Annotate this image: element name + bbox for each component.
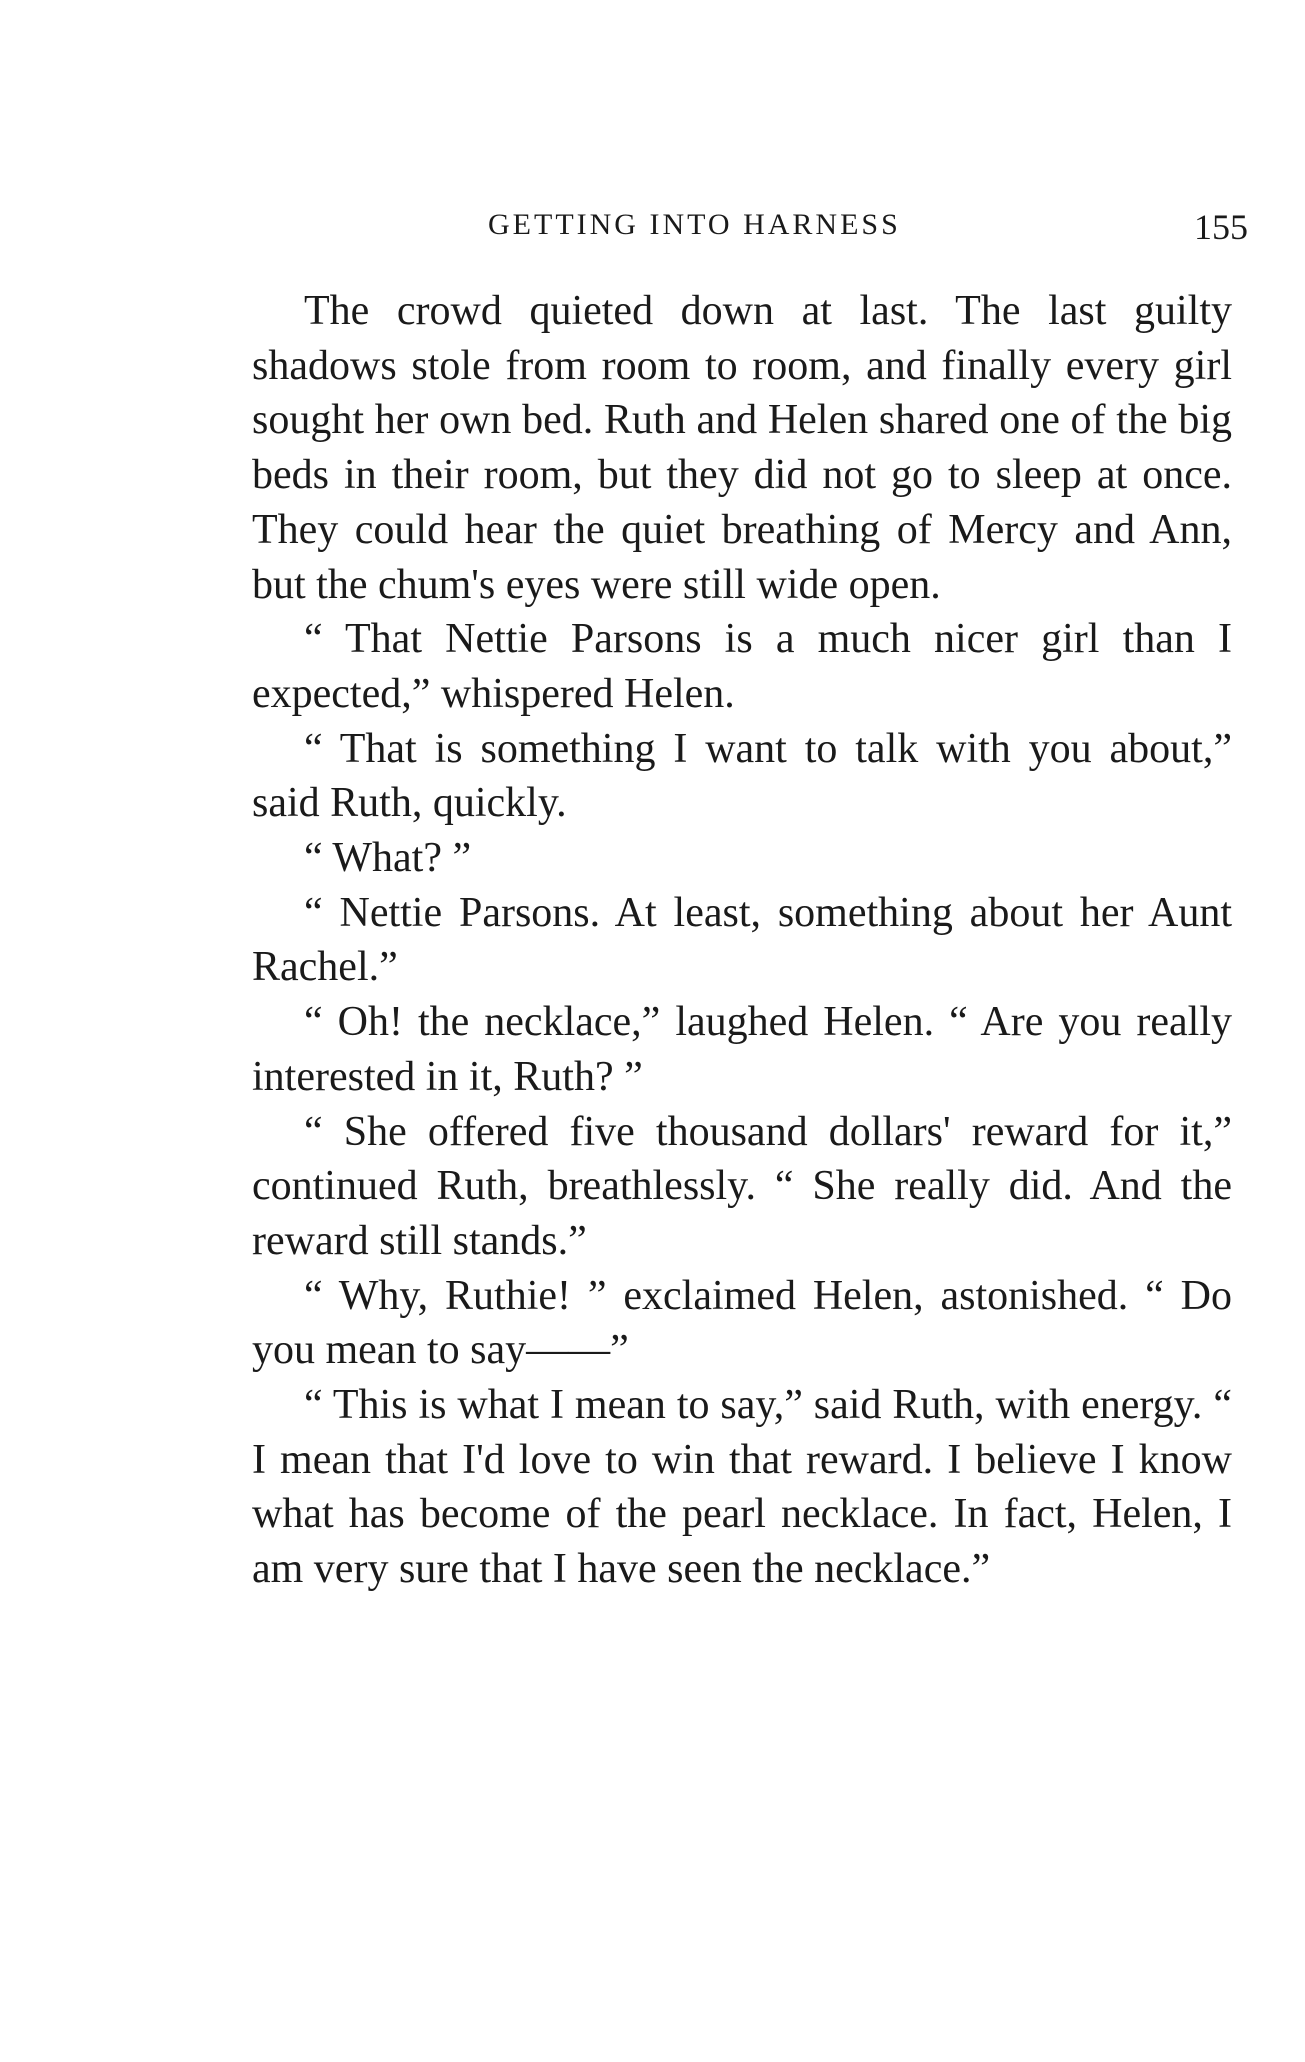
paragraph: “ That is something I want to talk with you about,” said Ruth, quickly. [252,725,1232,827]
paragraph: “ This is what I mean to say,” said Ruth, with energy. “ I mean that I'd love to win that reward. I believe I know what has become of the pearl necklace. In fact, Helen, I am very sure that I have seen the necklace.” [252,1382,1232,1593]
paragraph: “ What? ” [304,835,472,882]
paragraph: “ Why, Ruthie! ” exclaimed Helen, astonished. “ Do you mean to say——” [252,1272,1232,1374]
paragraph: “ That Nettie Parsons is a much nicer girl than I expected,” whispered Helen. [252,616,1232,717]
paragraph: The crowd quieted down at last. The last guilty shadows stole from room to room, and finally every girl sought her own bed. Ruth and Helen shared one of the big beds in their room, but they did not go to sleep at once. They could hear the quiet breathing of Mercy and Ann, but the chum's eyes were still wide open. [252,288,1232,608]
paragraph: “ She offered five thousand dollars' reward for it,” continued Ruth, breathlessly. “ She really did. And the reward still stands.” [252,1108,1232,1264]
running-header [258,200,1248,250]
chapter-title: GETTING INTO HARNESS [488,208,901,241]
page-number: 155 [1194,207,1248,247]
body-text [252,284,1232,1597]
paragraph: “ Oh! the necklace,” laughed Helen. “ Are you really interested in it, Ruth? ” [252,999,1232,1100]
paragraph: “ Nettie Parsons. At least, something about her Aunt Rachel.” [252,889,1232,991]
